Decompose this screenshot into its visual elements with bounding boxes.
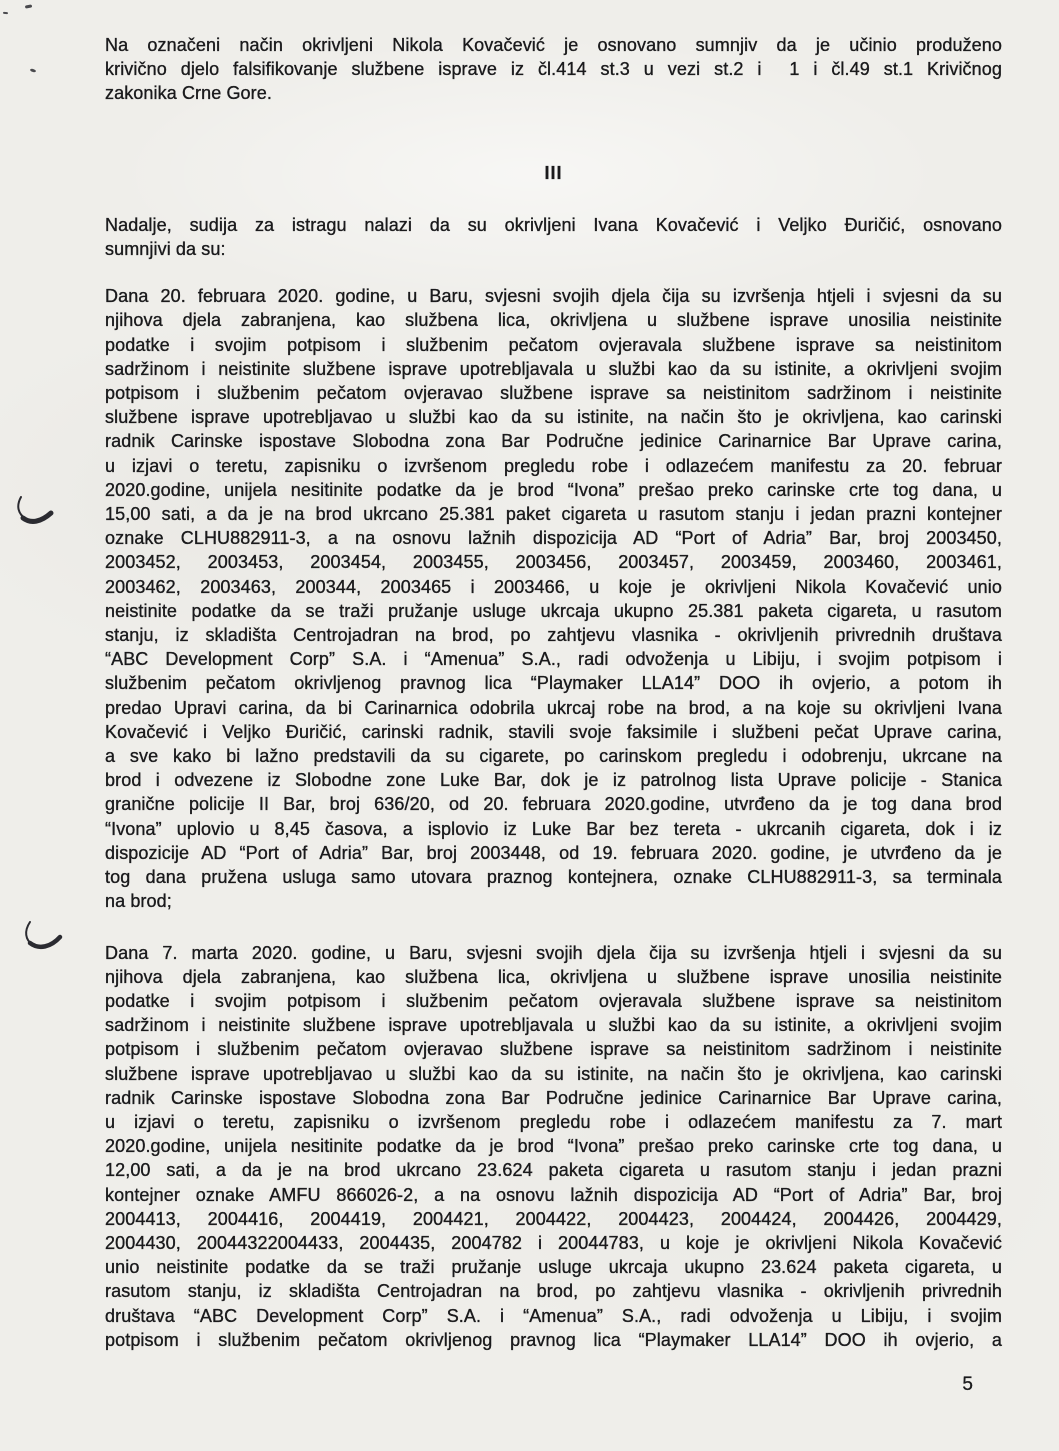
text-line: u izjavi o teretu, zapisniku o izvršenom pregledu robe i odlazećem manifestu za 20. februar: [105, 455, 1002, 476]
paragraph-intro: [105, 33, 1002, 106]
text-line: oznake CLHU882911-3, a na osnovu lažnih dispozicija AD “Port of Adria” Bar, broj 2003450,: [105, 528, 1002, 549]
text-line: potpisom i službenim pečatom ovjeravao službene isprave sa neistinitom sadržinom i neistinite: [105, 1039, 1002, 1060]
text-line: granične policije II Bar, broj 636/20, od 20. februara 2020.godine, utvrđeno da je tog dana brod: [105, 794, 1002, 815]
text-line: rasutom stanju, iz skladišta Centrojadran na brod, po zahtjevu vlasnika - okrivljenih privrednih: [105, 1281, 1002, 1302]
crescent-pen-mark-icon: [13, 494, 57, 530]
text-line: 15,00 sati, a da je na brod ukrcano 25.381 paket cigareta u rasutom stanju i jedan prazni kontejner: [105, 504, 1002, 525]
text-line: 2003462, 2003463, 200344, 2003465 i 2003466, u koje je okrivljeni Nikola Kovačević unio: [105, 576, 1002, 597]
paragraph-7-mart: [105, 941, 1002, 1352]
text-line: podatke i svojim potpisom i službenim pečatom ovjeravala službene isprave sa neistinitom: [105, 990, 1002, 1011]
text-line: tog dana pružena usluga samo utovara praznog kontejnera, oznake CLHU882911-3, sa terminala: [105, 867, 1002, 888]
text-line: unio neistinite podatke da se traži pružanje usluge ukrcaja ukupno 23.624 paketa cigareta, u: [105, 1257, 1002, 1278]
text-line: službene isprave upotrebljavao u službi kao da su istinite, na način što je okrivljena, kao carinski: [105, 1063, 1002, 1084]
text-line: njihova djela zabranjena, kao službena lica, okrivljena u službene isprave unosilia neistinite: [105, 966, 1002, 987]
text-line: podatke i svojim potpisom i službenim pečatom ovjeravala službene isprave sa neistinitom: [105, 334, 1002, 355]
text-line: radnik Carinske ispostave Slobodna zona Bar Područne jedinice Carinarnice Bar Uprave carina,: [105, 431, 1002, 452]
text-line: sadržinom i neistinite službene isprave upotrebljavala u službi kao da su istinite, a okrivljeni svojim: [105, 358, 1002, 379]
text-line: njihova djela zabranjena, kao službena lica, okrivljena u službene isprave unosilia neistinite: [105, 310, 1002, 331]
text-line: brod i odvezene iz Slobodne zone Luke Bar, dok je iz patrolnog lista Uprave policije - Stanica: [105, 770, 1002, 791]
text-line: službene isprave upotrebljavao u službi kao da su istinite, na način što je okrivljena, kao carinski: [105, 407, 1002, 428]
paragraph-nadalje: [105, 213, 1002, 261]
text-line: sumnjivi da su:: [105, 239, 226, 260]
text-line: Na označeni način okrivljeni Nikola Kovačević je osnovano sumnjiv da je učinio produženo: [105, 35, 1002, 55]
text-line: 2020.godine, unijela nesitinite podatke da je brod “Ivona” prešao preko carinske crte tog dana, u: [105, 1136, 1002, 1157]
text-line: Dana 20. februara 2020. godine, u Baru, svjesni svojih djela čija su izvršenja htjeli i svjesni da su: [105, 286, 1002, 307]
text-line: 2003452, 2003453, 2003454, 2003455, 2003456, 2003457, 2003459, 2003460, 2003461,: [105, 552, 1002, 573]
scan-speck: [30, 68, 37, 73]
text-line: radnik Carinske ispostave Slobodna zona Bar Područne jedinice Carinarnice Bar Uprave carina,: [105, 1087, 1002, 1108]
text-line: “ABC Development Corp” S.A. i “Amenua” S.A., radi odvoženja u Libiju, i svojim potpisom i: [105, 649, 1002, 670]
text-line: a sve kako bi lažno predstavili da su cigarete, po carinskom pregledu i odobrenju, ukrcane na: [105, 746, 1002, 767]
crescent-pen-mark-icon: [21, 920, 65, 956]
text-line: Kovačević i Veljko Đuričić, carinski radnik, stavili svoje faksimile i službeni pečat Uprave carina,: [105, 721, 1002, 742]
text-line: 2020.godine, unijela nesitinite podatke da je brod “Ivona” prešao preko carinske crte tog dana, u: [105, 479, 1002, 500]
text-line: potpisom i službenim pečatom okrivljenog pravnog lica “Playmaker LLA14” DOO ih ovjerio, a: [105, 1329, 1002, 1350]
scan-speck: [3, 12, 8, 14]
page-number: 5: [962, 1374, 973, 1395]
text-line: stanju, iz skladišta Centrojadran na brod, po zahtjevu vlasnika - okrivljenih privrednih društava: [105, 625, 1002, 646]
text-line: kontejner oznake AMFU 866026-2, a na osnovu lažnih dispozicija AD “Port of Adria” Bar, broj: [105, 1184, 1002, 1205]
text-line: dispozicije AD “Port of Adria” Bar, broj 2003448, od 19. februara 2020. godine, je utvrđeno da je: [105, 842, 1002, 863]
text-line: predao Upravi carina, da bi Carinarnica odobrila ukrcaj robe na brod, a na koje su okrivljeni Ivana: [105, 697, 1002, 718]
text-line: sadržinom i neistinite službene isprave upotrebljavala u službi kao da su istinite, a okrivljeni svojim: [105, 1015, 1002, 1036]
text-line: službenim pečatom okrivljenog pravnog lica “Playmaker LLA14” DOO ih ovjerio, a potom ih: [105, 673, 1002, 694]
paragraph-20-februar: [105, 284, 1002, 913]
text-line: na brod;: [105, 891, 172, 912]
text-line: “Ivona” uplovio u 8,45 časova, a isplovio iz Luke Bar bez tereta - ukrcanih cigareta, dok i iz: [105, 818, 1002, 839]
text-line: 2004413, 2004416, 2004419, 2004421, 2004422, 2004423, 2004424, 2004426, 2004429,: [105, 1208, 1002, 1229]
scan-speck: [25, 4, 32, 8]
text-line: 12,00 sati, a da je na brod ukrcano 23.624 paketa cigareta u rasutom stanju i jedan prazni: [105, 1160, 1002, 1181]
text-line: Nadalje, sudija za istragu nalazi da su okrivljeni Ivana Kovačević i Veljko Đuričić, osnovano: [105, 214, 1002, 235]
text-line: neistinite podatke da se traži pružanje usluge ukrcaja ukupno 25.381 paketa cigareta, u rasutom: [105, 600, 1002, 621]
text-line: potpisom i službenim pečatom ovjeravao službene isprave sa neistinitom sadržinom i neistinite: [105, 383, 1002, 404]
text-line: krivično djelo falsifikovanje službene isprave iz čl.414 st.3 u vezi st.2 i 1 i čl.49 st.1 Krivičnog: [105, 59, 1002, 80]
text-line: 2004430, 20044322004433, 2004435, 2004782 i 20044783, u koje je okrivljeni Nikola Kovačević: [105, 1232, 1002, 1253]
text-line: društava “ABC Development Corp” S.A. i “Amenua” S.A., radi odvoženja u Libiju, i svojim: [105, 1305, 1002, 1326]
text-line: zakonika Crne Gore.: [105, 83, 272, 104]
text-line: u izjavi o teretu, zapisniku o izvršenom pregledu robe i odlazećem manifestu za 7. mart: [105, 1111, 1002, 1132]
document-body: [105, 33, 1002, 1352]
section-heading: III: [544, 162, 563, 183]
text-line: Dana 7. marta 2020. godine, u Baru, svjesni svojih djela čija su izvršenja htjeli i svjesni da su: [105, 942, 1002, 963]
